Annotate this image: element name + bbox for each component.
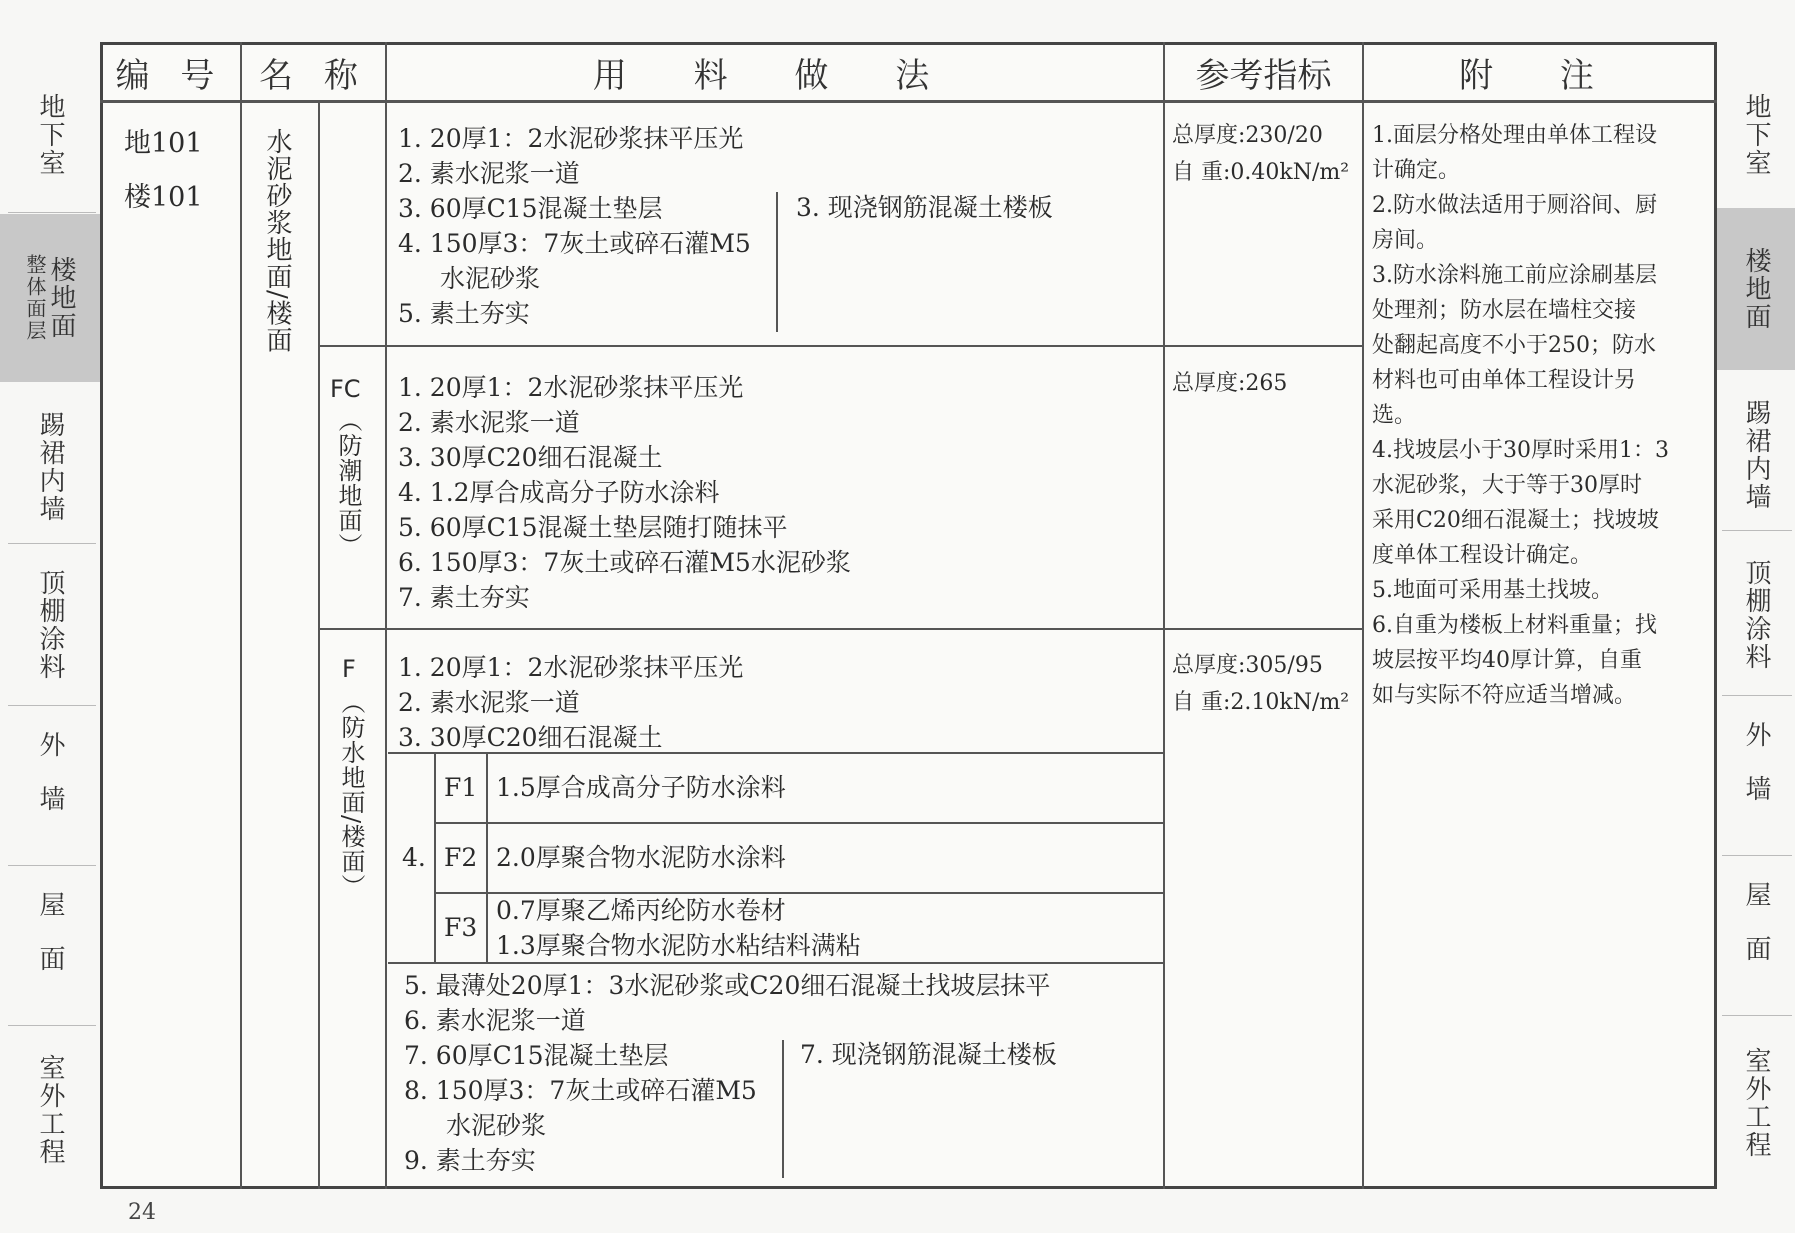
note-line: 采用C20细石混凝土；找坡坡: [1372, 508, 1659, 533]
note-line: 水泥砂浆，大于等于30厚时: [1372, 473, 1642, 498]
f-step: 7. 60厚C15混凝土垫层: [404, 1041, 669, 1070]
note-line: 选。: [1372, 403, 1417, 428]
note-line: 房间。: [1372, 228, 1439, 253]
f-index-thickness: 总厚度:305/95: [1172, 653, 1323, 678]
note-line: 坡层按平均40厚计算，自重: [1372, 648, 1642, 673]
item-name: 水泥砂浆地面/楼面: [262, 128, 292, 354]
left-tab-divider: [8, 543, 96, 544]
header-note: 附 注: [1459, 55, 1622, 96]
code-storey: 楼101: [124, 182, 203, 213]
fc-tag: FC: [330, 375, 361, 403]
note-line: 如与实际不符应适当增减。: [1372, 683, 1637, 708]
f-option-code-f2: F2: [444, 843, 478, 872]
left-tab-divider: [8, 705, 96, 706]
left-tab-basement[interactable]: 地下室: [35, 93, 65, 177]
f-step: 1. 20厚1：2水泥砂浆抹平压光: [398, 653, 744, 682]
col-rule-index: [1362, 42, 1364, 1189]
f-option-code-left: [434, 752, 436, 962]
f-tag-desc: （防水地面/楼面）: [337, 690, 365, 900]
f-index-weight: 自 重:2.10kN/m²: [1172, 690, 1350, 715]
f-tag: F: [342, 655, 356, 683]
f-step: 8. 150厚3：7灰土或碎石灌M5: [404, 1076, 757, 1105]
right-tab-divider: [1722, 695, 1792, 696]
fc-step: 5. 60厚C15混凝土垫层随打随抹平: [398, 513, 788, 542]
f-step: 9. 素土夯实: [404, 1146, 536, 1175]
right-tab-outdoor[interactable]: 室外工程: [1741, 1046, 1771, 1159]
base-step: 4. 150厚3：7灰土或碎石灌M5: [398, 229, 751, 258]
f-step: 5. 最薄处20厚1：3水泥砂浆或C20细石混凝土找坡层抹平: [404, 971, 1051, 1000]
section-rule-fc: [318, 345, 1364, 347]
left-tab-roof[interactable]: 屋面: [35, 891, 65, 999]
fc-step: 3. 30厚C20细石混凝土: [398, 443, 663, 472]
note-line: 1.面层分格处理由单体工程设: [1372, 123, 1657, 148]
note-line: 4.找坡层小于30厚时采用1：3: [1372, 438, 1669, 463]
f-option-code-right: [486, 752, 488, 962]
left-tab-divider: [8, 212, 96, 213]
base-index-weight: 自 重:0.40kN/m²: [1172, 160, 1350, 185]
code-floor: 地101: [124, 128, 203, 159]
fc-step: 7. 素土夯实: [398, 583, 530, 612]
base-step: 水泥砂浆: [440, 264, 541, 293]
f-alt-divider: [782, 1040, 784, 1178]
left-tab-ceiling[interactable]: 顶棚涂料: [35, 569, 65, 681]
left-tab-floor[interactable]: 整体面层 楼地面: [0, 214, 100, 382]
f-step: 2. 素水泥浆一道: [398, 688, 580, 717]
left-tab-divider: [8, 865, 96, 866]
f-option-rule: [434, 822, 1164, 824]
note-line: 5.地面可采用基土找坡。: [1372, 578, 1613, 603]
right-tab-floor[interactable]: 楼地面: [1717, 208, 1795, 370]
header-index: 参考指标: [1195, 55, 1332, 96]
fc-step: 6. 150厚3：7灰土或碎石灌M5水泥砂浆: [398, 548, 851, 577]
fc-tag-desc: （防潮地面）: [334, 408, 362, 558]
right-tab-ceiling[interactable]: 顶棚涂料: [1741, 559, 1771, 671]
f-step: 3. 30厚C20细石混凝土: [398, 723, 663, 752]
right-tab-roof[interactable]: 屋面: [1741, 881, 1771, 989]
fc-step: 4. 1.2厚合成高分子防水涂料: [398, 478, 720, 507]
header-code: 编 号: [115, 55, 225, 96]
tag-col-rule: [318, 100, 320, 1189]
col-rule-code: [240, 42, 242, 1189]
left-tab-divider: [8, 1025, 96, 1026]
note-line: 处翻起高度不小于250；防水: [1372, 333, 1656, 358]
note-line: 处理剂；防水层在墙柱交接: [1372, 298, 1637, 323]
base-step: 5. 素土夯实: [398, 299, 530, 328]
note-line: 度单体工程设计确定。: [1372, 543, 1593, 568]
fc-step: 2. 素水泥浆一道: [398, 408, 580, 437]
left-tab-skirting[interactable]: 踢裙内墙: [35, 411, 65, 523]
f-step4-label: 4.: [402, 843, 426, 872]
left-tab-outdoor[interactable]: 室外工程: [35, 1054, 65, 1166]
f-step: 6. 素水泥浆一道: [404, 1006, 586, 1035]
f-option-code-f1: F1: [444, 773, 478, 802]
base-alt-step: 3. 现浇钢筋混凝土楼板: [796, 193, 1053, 222]
base-step: 2. 素水泥浆一道: [398, 159, 580, 188]
base-step: 3. 60厚C15混凝土垫层: [398, 194, 663, 223]
note-line: 材料也可由单体工程设计另: [1372, 368, 1637, 393]
f-option-text-f3: 0.7厚聚乙烯丙纶防水卷材: [496, 896, 786, 925]
f-step: 水泥砂浆: [446, 1111, 547, 1140]
base-index-thickness: 总厚度:230/20: [1172, 123, 1323, 148]
base-step: 1. 20厚1：2水泥砂浆抹平压光: [398, 124, 744, 153]
right-tab-divider: [1722, 1015, 1792, 1016]
f-options-top: [388, 752, 1164, 754]
right-tab-divider: [1722, 530, 1792, 531]
f-option-text-f2: 2.0厚聚合物水泥防水涂料: [496, 843, 786, 872]
right-tab-basement[interactable]: 地下室: [1741, 93, 1771, 177]
note-line: 2.防水做法适用于厕浴间、厨: [1372, 193, 1657, 218]
note-line: 计确定。: [1372, 158, 1461, 183]
left-tab-exterior-wall[interactable]: 外墙: [35, 731, 65, 839]
right-tab-skirting[interactable]: 踢裙内墙: [1741, 399, 1771, 511]
note-line: 6.自重为楼板上材料重量；找: [1372, 613, 1657, 638]
f-option-text-f1: 1.5厚合成高分子防水涂料: [496, 773, 786, 802]
f-option-text-f3: 1.3厚聚合物水泥防水粘结料满粘: [496, 931, 861, 960]
base-alt-divider: [776, 192, 778, 332]
col-rule-method: [1163, 42, 1165, 1189]
header-method: 用 料 做 法: [592, 55, 958, 96]
f-alt-step: 7. 现浇钢筋混凝土楼板: [800, 1040, 1057, 1069]
fc-step: 1. 20厚1：2水泥砂浆抹平压光: [398, 373, 744, 402]
fc-index-thickness: 总厚度:265: [1172, 371, 1288, 396]
f-option-code-f3: F3: [444, 913, 478, 942]
col-rule-name: [385, 42, 387, 1189]
header-name: 名 称: [259, 55, 368, 96]
section-rule-f: [318, 628, 1364, 630]
right-tab-exterior-wall[interactable]: 外墙: [1741, 721, 1771, 829]
note-line: 3.防水涂料施工前应涂刷基层: [1372, 263, 1657, 288]
right-tab-divider: [1722, 855, 1792, 856]
page-number: 24: [128, 1200, 156, 1225]
